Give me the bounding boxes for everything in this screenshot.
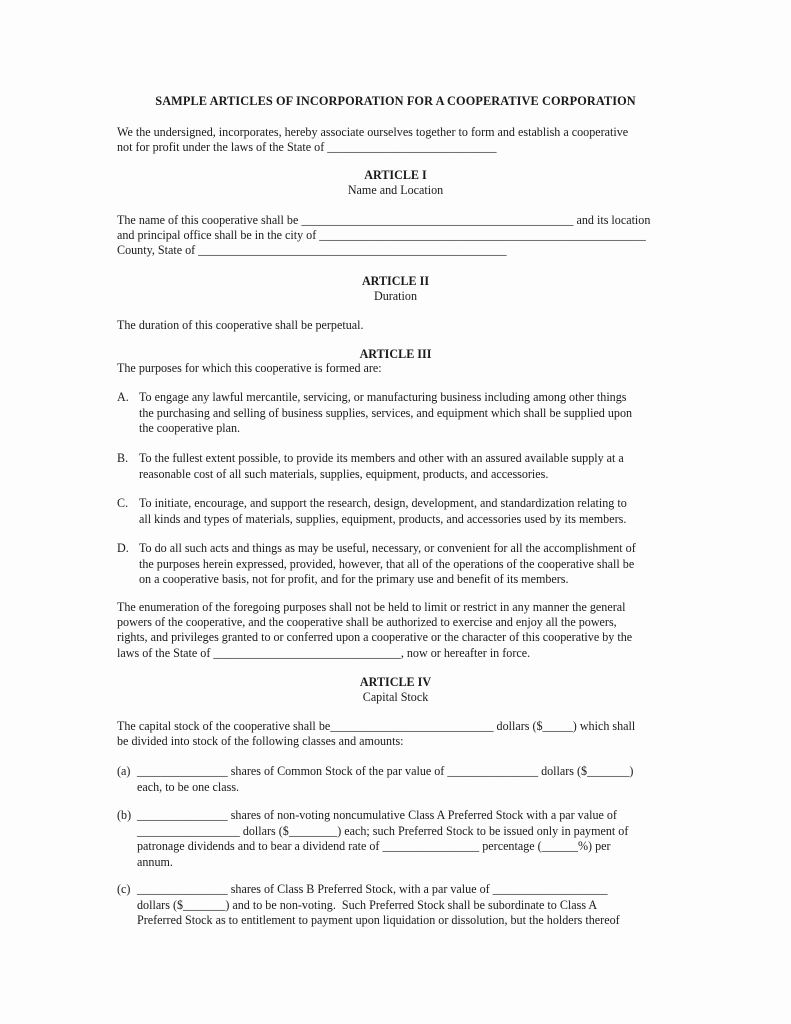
list-item-text: To the fullest extent possible, to provide its members and other with an assured available supply at a reasonable cost of all such materials, supplies, equipment, products, and accessories. <box>139 451 624 481</box>
list-marker: (c) <box>117 882 131 896</box>
list-marker: A. <box>117 390 129 404</box>
list-item-text: _______________ shares of non-voting noncumulative Class A Preferred Stock with a par value of _________________ dollars ($________) each; such Preferred Stock to be issued only in payment of patronage dividends and to bear a dividend rate of ________________ percentage (______%) per annum. <box>137 808 629 869</box>
list-item-text: _______________ shares of Common Stock of the par value of _______________ dollars ($_______) each, to be one class. <box>137 764 634 794</box>
article-2-text: The duration of this cooperative shall be perpetual. <box>117 318 364 332</box>
article-3-closing: The enumeration of the foregoing purposes shall not be held to limit or restrict in any manner the general powers of the cooperative, and the cooperative shall be authorized to exercise and enjoy all the powers, rights, and privileges granted to or conferred upon a cooperative or the character of this cooperative by the laws of the State of _______________________________, now or hereafter in force. <box>117 600 633 660</box>
article-2-heading: ARTICLE II <box>361 274 430 288</box>
article-2-subheading: Duration <box>374 289 417 303</box>
article-3-intro: The purposes for which this cooperative is formed are: <box>117 361 382 375</box>
article-4-heading: ARTICLE IV <box>359 675 432 689</box>
list-item-text: To do all such acts and things as may be useful, necessary, or convenient for all the accomplishment of the purposes herein expressed, provided, however, that all of the operations of the cooperative shall be on a cooperative basis, not for profit, and for the primary use and benefit of its members. <box>139 541 636 587</box>
list-marker: C. <box>117 496 129 510</box>
list-item-text: To initiate, encourage, and support the research, design, development, and standardization relating to all kinds and types of materials, supplies, equipment, products, and accessories used by its members. <box>139 496 627 526</box>
list-marker: D. <box>117 541 129 555</box>
document-title: SAMPLE ARTICLES OF INCORPORATION FOR A COOPERATIVE CORPORATION <box>155 94 636 108</box>
list-marker: (b) <box>117 808 132 822</box>
list-item-text: To engage any lawful mercantile, servicing, or manufacturing business including among other things the purchasing and selling of business supplies, services, and equipment which shall be supplied upon the cooperative plan. <box>139 390 633 436</box>
list-item-text: _______________ shares of Class B Preferred Stock, with a par value of ___________________ dollars ($_______) and to be non-voting. Such Preferred Stock shall be subordinate to Class A Preferred Stock as to entitlement to payment upon liquidation or dissolution, but the holders thereof <box>137 882 620 928</box>
article-4-intro: The capital stock of the cooperative shall be___________________________ dollars ($_____) which shall be divided into stock of the following classes and amounts: <box>117 719 636 749</box>
list-marker: B. <box>117 451 129 465</box>
intro-paragraph: We the undersigned, incorporates, hereby associate ourselves together to form and establish a cooperative not for profit under the laws of the State of ____________________________ <box>117 125 629 155</box>
article-3-heading: ARTICLE III <box>359 347 432 361</box>
article-1-text: The name of this cooperative shall be _____________________________________________ and its location and principal office shall be in the city of ______________________________________________________ County, State of ___________________________________________________ <box>117 213 651 258</box>
list-marker: (a) <box>117 764 131 778</box>
article-1-heading: ARTICLE I <box>364 168 427 182</box>
article-1-subheading: Name and Location <box>347 183 444 197</box>
article-4-subheading: Capital Stock <box>362 690 429 704</box>
